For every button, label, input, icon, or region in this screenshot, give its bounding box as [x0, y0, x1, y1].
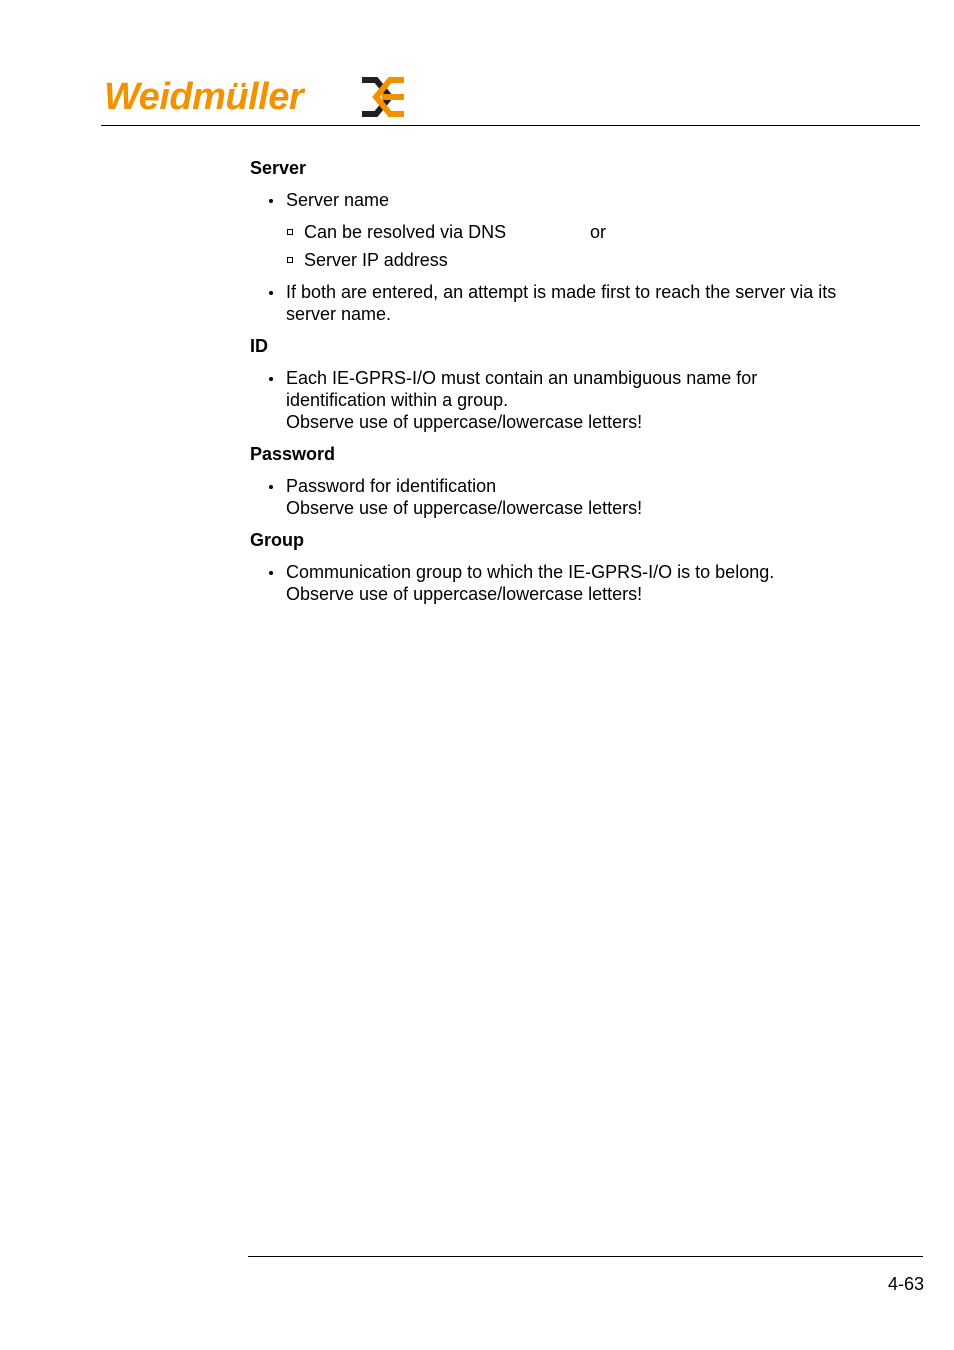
list-item	[250, 561, 890, 605]
page-number: 4-63	[887, 1274, 924, 1294]
list-item	[250, 367, 826, 433]
or-text: or	[590, 222, 607, 242]
server-name-sublist	[286, 221, 890, 271]
heading-password: Password	[250, 444, 336, 464]
password-text: Password for identification	[286, 476, 497, 496]
list-item	[250, 189, 890, 271]
list-item	[250, 475, 890, 519]
group-list	[250, 561, 890, 605]
case-note: Observe use of uppercase/lowercase letters!	[286, 584, 643, 604]
section-group	[250, 529, 890, 605]
list-item	[286, 249, 890, 271]
heading-group: Group	[250, 530, 304, 550]
list-item	[286, 221, 890, 243]
dns-text: Can be resolved via DNS	[304, 222, 507, 242]
both-entered-text: If both are entered, an attempt is made first to reach the server via its server name.	[286, 282, 837, 324]
section-id	[250, 335, 890, 433]
list-item	[250, 281, 866, 325]
section-password	[250, 443, 890, 519]
server-ip-text: Server IP address	[304, 250, 448, 270]
id-list	[250, 367, 890, 433]
case-note: Observe use of uppercase/lowercase letters!	[286, 498, 643, 518]
password-list	[250, 475, 890, 519]
id-text: Each IE-GPRS-I/O must contain an unambiguous name for identification within a group.	[286, 368, 758, 410]
footer-rule	[248, 1256, 923, 1257]
weidmueller-logo	[104, 74, 414, 120]
logo-wordmark: Weidmüller	[104, 76, 304, 118]
heading-id: ID	[250, 336, 268, 356]
document-body	[250, 157, 890, 615]
heading-server: Server	[250, 158, 307, 178]
case-note: Observe use of uppercase/lowercase letters!	[286, 412, 643, 432]
server-list	[250, 189, 890, 325]
header-rule	[101, 125, 920, 126]
section-server	[250, 157, 890, 325]
server-name-text: Server name	[286, 190, 390, 210]
group-text: Communication group to which the IE-GPRS-I/O is to belong.	[286, 562, 775, 582]
weidmueller-cross-icon	[360, 76, 406, 118]
